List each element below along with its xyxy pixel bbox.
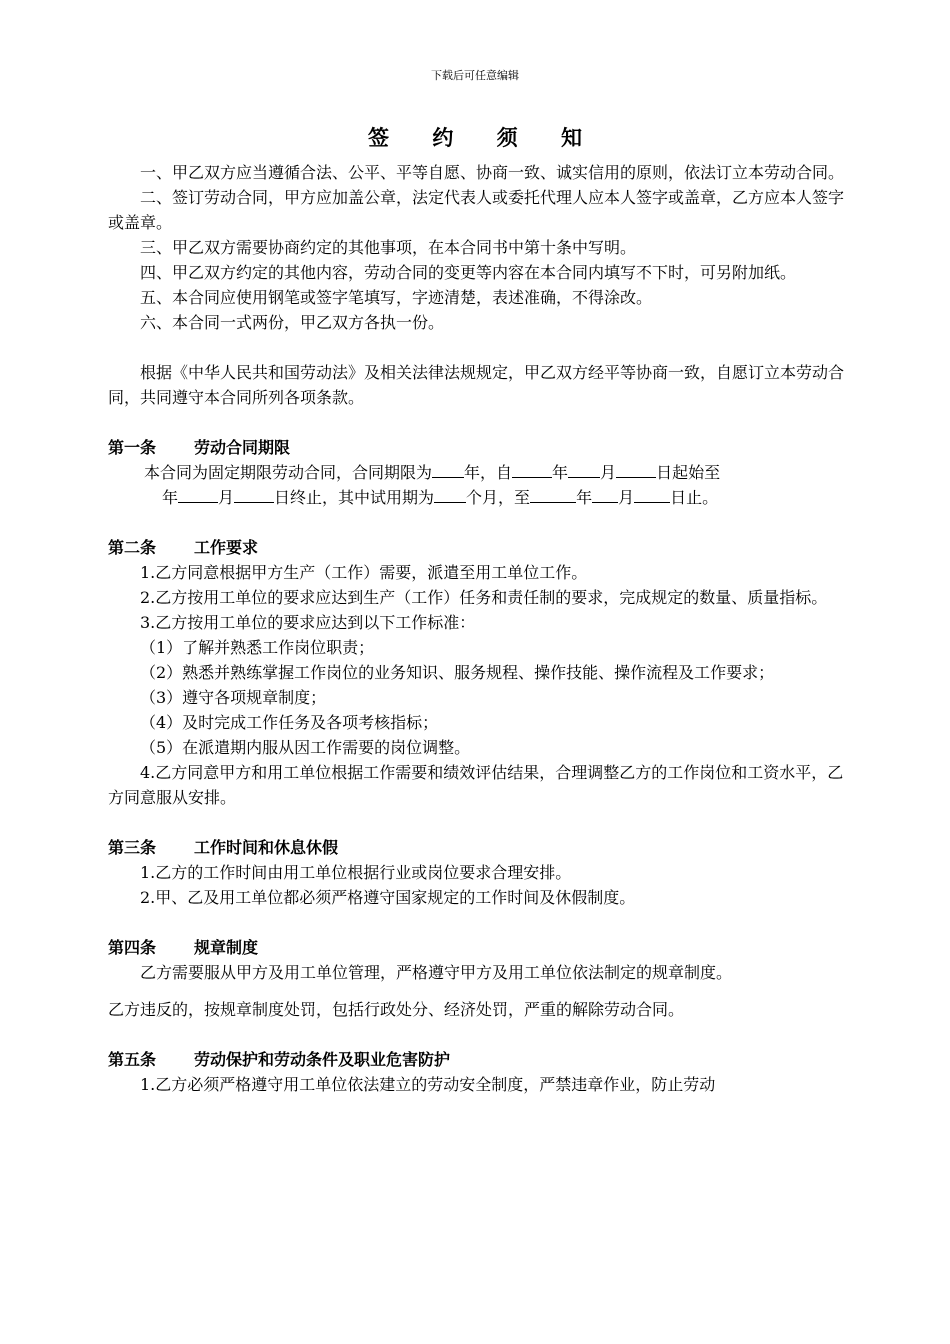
article-2-item-1: 1.乙方同意根据甲方生产（工作）需要，派遣至用工单位工作。: [140, 563, 588, 582]
article-2-item-3: 3.乙方按用工单位的要求应达到以下工作标准：: [140, 613, 476, 632]
notice-4: 四、甲乙双方约定的其他内容，劳动合同的变更等内容在本合同内填写不下时，可另附加纸。: [140, 263, 797, 282]
article-1-number: 第一条: [108, 438, 157, 457]
article-5-title: [108, 1047, 844, 1072]
article-2-sub-1: （1）了解并熟悉工作岗位职责；: [140, 638, 375, 657]
article-4-heading: 规章制度: [194, 938, 259, 957]
page-header: 下载后可任意编辑: [431, 69, 519, 82]
article-2-item-2: 2.乙方按用工单位的要求应达到生产（工作）任务和责任制的要求，完成规定的数量、质量指标。: [140, 588, 828, 607]
article-4-title: [108, 935, 844, 960]
document-title: 签 约 须 知: [368, 125, 600, 150]
notice-1: 一、甲乙双方应当遵循合法、公平、平等自愿、协商一致、诚实信用的原则，依法订立本劳动合同。: [140, 163, 845, 182]
article-2-number: 第二条: [108, 538, 157, 557]
article-3-item-1: 1.乙方的工作时间由用工单位根据行业或岗位要求合理安排。: [140, 863, 572, 882]
blank-start-year[interactable]: [512, 460, 552, 478]
article-2-sub-2: （2）熟悉并熟练掌握工作岗位的业务知识、服务规程、操作技能、操作流程及工作要求；: [140, 663, 775, 682]
blank-end-day[interactable]: [234, 485, 274, 503]
article-1-term-line2: 年 月 日终止，其中试用期为 个月，至 年 月 日止。: [108, 485, 844, 510]
article-2-sub-4: （4）及时完成工作任务及各项考核指标；: [140, 713, 439, 732]
article-3-number: 第三条: [108, 838, 157, 857]
blank-start-month[interactable]: [568, 460, 600, 478]
article-1-heading: 劳动合同期限: [194, 438, 291, 457]
article-1-term-line1: 本合同为固定期限劳动合同，合同期限为 年，自 年 月 日起始至: [108, 460, 844, 485]
blank-start-day[interactable]: [616, 460, 656, 478]
article-4-para-2: 乙方违反的，按规章制度处罚，包括行政处分、经济处罚，严重的解除劳动合同。: [108, 1000, 685, 1019]
article-3-heading: 工作时间和休息休假: [194, 838, 339, 857]
article-5-heading: 劳动保护和劳动条件及职业危害防护: [194, 1050, 451, 1069]
blank-probation-month[interactable]: [592, 485, 618, 503]
blank-probation-day[interactable]: [634, 485, 670, 503]
blank-end-month[interactable]: [178, 485, 218, 503]
article-4-number: 第四条: [108, 938, 157, 957]
article-1-title: [108, 435, 844, 460]
article-2-sub-3: （3）遵守各项规章制度；: [140, 688, 327, 707]
article-2-sub-5: （5）在派遣期内服从因工作需要的岗位调整。: [140, 738, 471, 757]
notice-3: 三、甲乙双方需要协商约定的其他事项，在本合同书中第十条中写明。: [140, 238, 637, 257]
article-5-number: 第五条: [108, 1050, 157, 1069]
article-3-title: [108, 835, 844, 860]
article-2-item-4: 4.乙方同意甲方和用工单位根据工作需要和绩效评估结果，合理调整乙方的工作岗位和工资水平，乙方同意服从安排。: [108, 763, 844, 807]
article-4-para-1: 乙方需要服从甲方及用工单位管理，严格遵守甲方及用工单位依法制定的规章制度。: [140, 963, 733, 982]
blank-probation-months[interactable]: [434, 485, 466, 503]
preamble: 根据《中华人民共和国劳动法》及相关法律法规规定，甲乙双方经平等协商一致，自愿订立本劳动合同，共同遵守本合同所列各项条款。: [108, 363, 845, 407]
notice-6: 六、本合同一式两份，甲乙双方各执一份。: [140, 313, 445, 332]
notice-2: 二、签订劳动合同，甲方应加盖公章，法定代表人或委托代理人应本人签字或盖章，乙方应本人签字或盖章。: [108, 188, 845, 232]
document-body: [108, 160, 844, 1097]
notice-5: 五、本合同应使用钢笔或签字笔填写，字迹清楚，表述准确，不得涂改。: [140, 288, 653, 307]
blank-probation-year[interactable]: [530, 485, 576, 503]
article-3-item-2: 2.甲、乙及用工单位都必须严格遵守国家规定的工作时间及休假制度。: [140, 888, 636, 907]
article-2-heading: 工作要求: [194, 538, 259, 557]
article-5-item-1: 1.乙方必须严格遵守用工单位依法建立的劳动安全制度，严禁违章作业，防止劳动: [140, 1075, 716, 1094]
article-2-title: [108, 535, 844, 560]
blank-years[interactable]: [432, 460, 464, 478]
